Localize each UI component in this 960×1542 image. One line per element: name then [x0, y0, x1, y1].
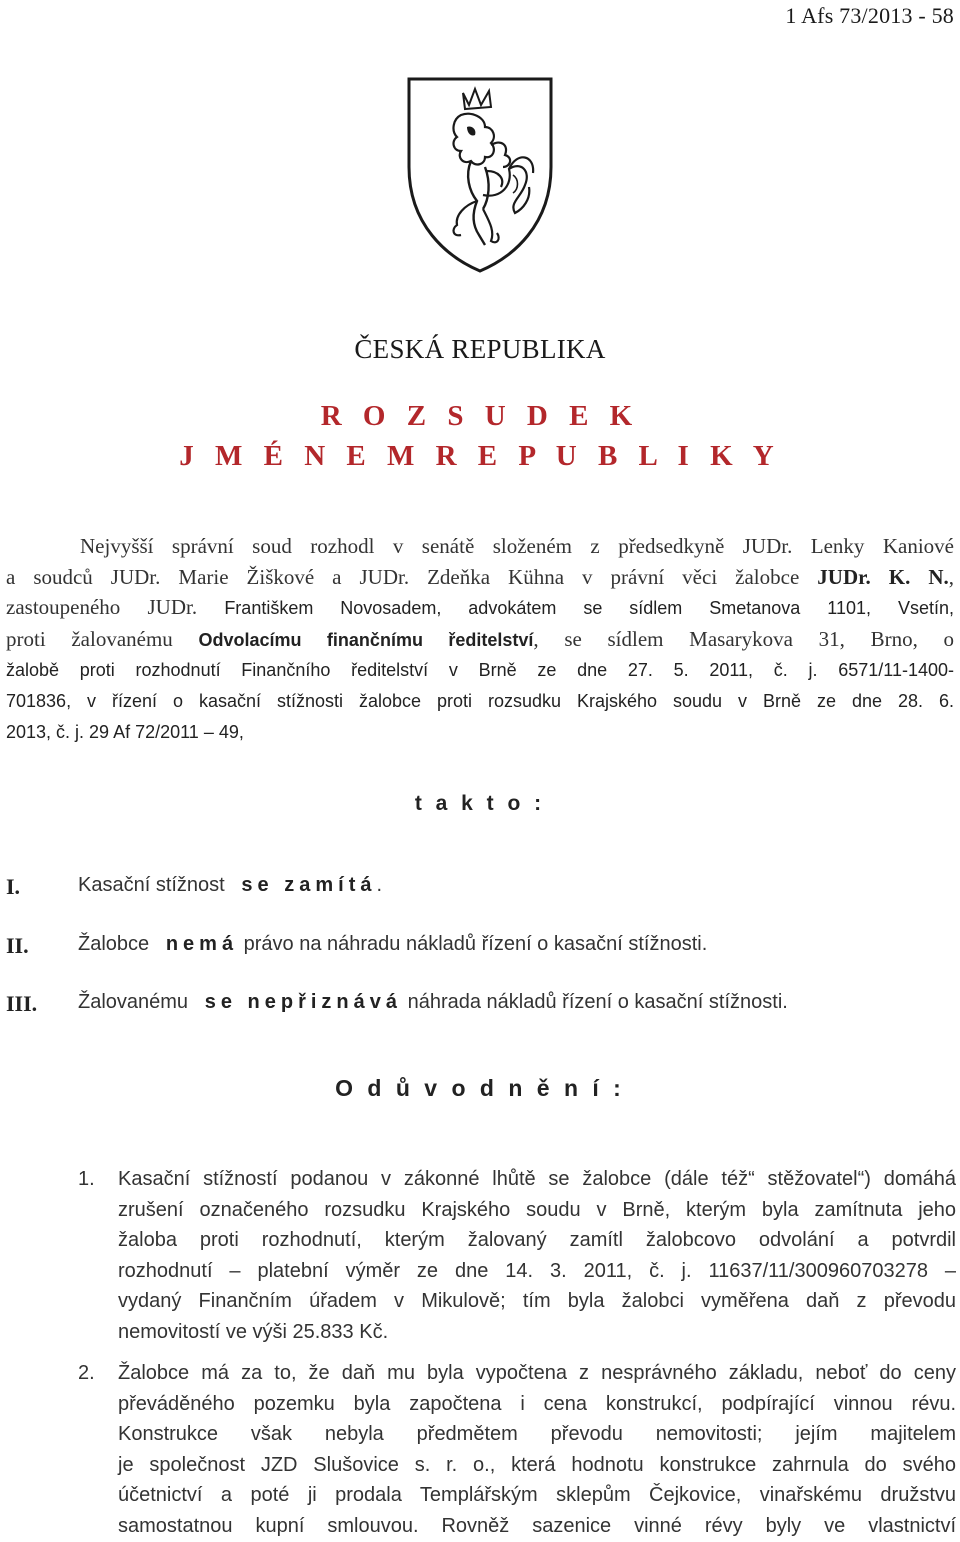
paragraph-line: převáděného pozemku byla započtena i cena konstrukcí, podpírající vinnou révu. — [118, 1392, 956, 1415]
intro-line-5: žalobě proti rozhodnutí Finančního ředitelství v Brně ze dne 27. 5. 2011, č. j. 6571/11-1400- — [6, 660, 954, 681]
defendant-name: Odvolacímu finančnímu ředitelství — [198, 629, 534, 650]
reasoning-heading: O d ů v o d n ě n í : — [335, 1075, 625, 1101]
plaintiff-name: JUDr. K. N. — [817, 564, 949, 589]
paragraph-line: samostatnou kupní smlouvou. Rovněž sazenice vinné révy byly ve vlastnictví — [118, 1514, 956, 1537]
verdict-item-post: právo na náhradu nákladů řízení o kasační stížnosti. — [243, 933, 708, 955]
verdict-item-pre: Žalobce — [78, 933, 150, 955]
verdict-title: R O Z S U D E K — [320, 400, 640, 432]
intro-line-4-c: , se sídlem Masarykova 31, Brno, o — [533, 626, 954, 651]
intro-line-4-a: proti žalovanému — [6, 626, 173, 651]
intro-line-3-a: zastoupeného JUDr. — [6, 595, 198, 620]
paragraph-text — [118, 1164, 956, 1348]
verdict-item-post: . — [376, 874, 383, 896]
country-title-text: ČESKÁ REPUBLIKA — [354, 334, 606, 364]
verdict-item-number: III. — [6, 991, 38, 1016]
paragraph-line: vydaný Finančním úřadem v Mikulově; tím byla žalobci vyměřena daň z převodu — [118, 1290, 956, 1313]
intro-line-6: 701836, v řízení o kasační stížnosti žalobce proti rozsudku Krajského soudu v Brně ze dne 28. 6. — [6, 690, 954, 711]
state-emblem-icon — [405, 75, 555, 275]
verdict-item-post: náhrada nákladů řízení o kasační stížnosti. — [407, 991, 788, 1013]
paragraph-line: zrušení označeného rozsudku Krajského soudu v Brně, kterým byla zamítnuta jeho — [118, 1198, 956, 1221]
verdict-item-text — [78, 991, 788, 1014]
verdict-item-pre: Kasační stížnost — [78, 874, 225, 896]
paragraph-number: 2. — [78, 1362, 95, 1384]
case-reference: 1 Afs 73/2013 - 58 — [785, 3, 954, 28]
intro-line-1: Nejvyšší správní soud rozhodl v senátě složeném z předsedkyně JUDr. Lenky Kaniové — [80, 534, 954, 558]
intro-line-2-comma: , — [948, 564, 954, 589]
intro-line-3 — [6, 592, 954, 624]
paragraph-line: rozhodnutí – platební výměr ze dne 14. 3. 2011, č. j. 11637/11/300960703278 – — [118, 1259, 956, 1282]
paragraph-line: Žalobce má za to, že daň mu byla vypočtena z nesprávného základu, neboť do ceny — [118, 1362, 956, 1384]
paragraph-line: Konstrukce však nebyla předmětem převodu nemovitosti; jejím majitelem — [118, 1423, 956, 1446]
verdict-item-text — [78, 874, 382, 897]
paragraph-line: nemovitostí ve výši 25.833 Kč. — [118, 1320, 389, 1343]
verdict-item-emphasis: se zamítá — [241, 874, 377, 896]
verdict-item-number: II. — [6, 933, 29, 958]
verdict-item-number: I. — [6, 874, 21, 899]
paragraph-text — [118, 1358, 956, 1542]
paragraph-line: účetnictví a poté ji prodala Templářským sklepům Čejkovice, vinařskému družstvu — [118, 1484, 956, 1507]
intro-line-7: 2013, č. j. 29 Af 72/2011 – 49, — [6, 721, 244, 742]
verdict-item-emphasis: nemá — [165, 933, 239, 955]
paragraph-line: je společnost JZD Slušovice s. r. o., která hodnotu konstrukce zahrnula do svého — [118, 1453, 956, 1476]
verdict-subtitle: J M É N E M R E P U B L I K Y — [179, 440, 781, 472]
verdict-item-text — [78, 933, 707, 956]
verdict-item-pre: Žalovanému — [78, 991, 189, 1013]
paragraph-number: 1. — [78, 1168, 95, 1190]
intro-line-2 — [6, 562, 954, 593]
paragraph-line: žaloba proti rozhodnutí, kterým žalovaný zamítl žalobcovo odvolání a potvrdil — [118, 1229, 956, 1252]
intro-line-4 — [6, 624, 954, 656]
country-title — [0, 334, 960, 365]
paragraph-line: Kasační stížností podanou v zákonné lhůtě se žalobce (dále též“ stěžovatel“) domáhá — [118, 1168, 956, 1190]
intro-line-3-b: Františkem Novosadem, advokátem se sídlem Smetanova 1101, Vsetín, — [224, 598, 954, 619]
intro-paragraph — [6, 531, 954, 747]
intro-line-2-text: a soudců JUDr. Marie Žiškové a JUDr. Zdeňka Kühna v právní věci žalobce — [6, 564, 800, 589]
decision-heading: t a k t o : — [414, 792, 546, 815]
verdict-item-emphasis: se nepřiznává — [204, 991, 403, 1013]
